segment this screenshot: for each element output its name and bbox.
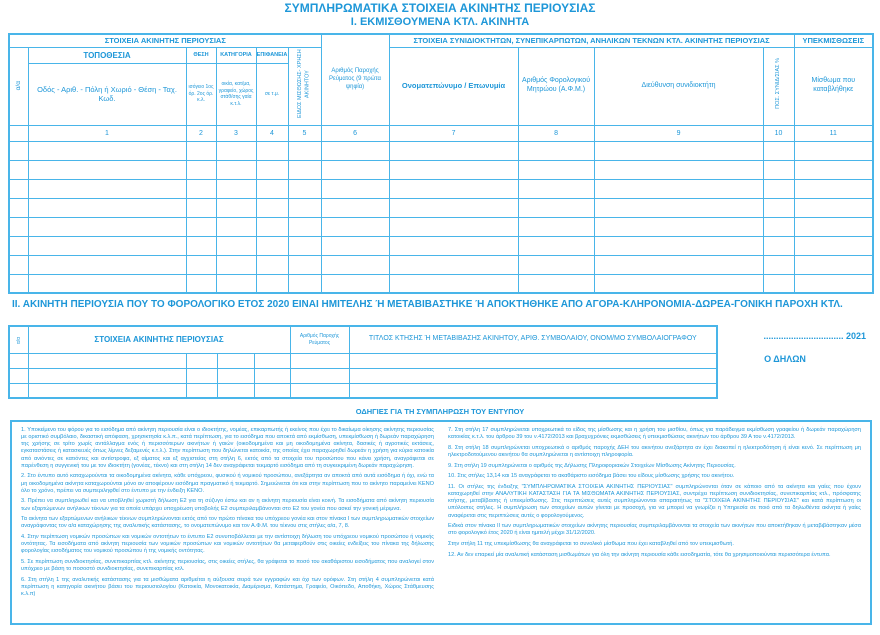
location-sub: Οδός - Αριθ. - Πόλη ή Χωριό - Θέση - Ταχ. Κωδ.: [28, 63, 186, 125]
empty-cell[interactable]: [389, 179, 518, 198]
empty-cell[interactable]: [594, 255, 763, 274]
table-row: [9, 368, 717, 383]
power-number-label: Αριθμός Παροχής Ρεύματος (9 πρώτα ψηφία): [329, 68, 381, 90]
aa-label: α/α: [15, 80, 23, 90]
empty-cell[interactable]: [288, 141, 321, 160]
empty-cell[interactable]: [256, 160, 288, 179]
col-surface: ΕΠΙΦΑΝΕΙΑ: [256, 47, 288, 63]
empty-cell[interactable]: [186, 274, 216, 293]
instruction-paragraph: 5. Σε περίπτωση συνιδιοκτησίας, συνεπικαρπίας κτλ. ακίνητης περιουσίας, στις οικείες στήλες, θα γράφεται το ποσό του ακαθάριστου εισοδήματος που αναλογεί στον υπόχρεο με βάση το ποσοστό συνιδιοκτησίας, συνεπικαρπίας κτλ.: [21, 559, 434, 573]
empty-cell[interactable]: [186, 255, 216, 274]
empty-cell[interactable]: [28, 141, 186, 160]
instruction-paragraph: 10. Στις στήλες 13,14 και 15 αναγράφεται το ακαθάριστο εισόδημα βάσει του είδους μίσθωσης χρήσης του ακινήτου.: [448, 473, 735, 480]
empty-cell[interactable]: [217, 383, 254, 398]
empty-cell[interactable]: [256, 198, 288, 217]
number-cell: 10: [763, 125, 794, 141]
empty-cell[interactable]: [217, 368, 254, 383]
number-cell: 1: [28, 125, 186, 141]
col2-power: Αριθμός Παροχής Ρεύματος: [290, 326, 349, 353]
instruction-paragraph: 12. Αν δεν επαρκεί μία αναλυτική κατάσταση μισθωμάτων για όλη την ακίνητη περιουσία κάθε εισοδηματία, τότε θα χρησιμοποιούνται περισσότερα έντυπα.: [448, 551, 831, 558]
empty-cell[interactable]: [28, 179, 186, 198]
empty-cell[interactable]: [9, 368, 28, 383]
instructions-box: [10, 420, 872, 625]
table-row: [9, 198, 873, 217]
number-cell: 4: [256, 125, 288, 141]
table-row: [9, 353, 717, 368]
empty-cell[interactable]: [216, 141, 256, 160]
empty-cell[interactable]: [794, 198, 873, 217]
table-row: [9, 141, 873, 160]
empty-cell[interactable]: [389, 198, 518, 217]
empty-cell[interactable]: [9, 255, 28, 274]
empty-cell[interactable]: [389, 160, 518, 179]
empty-cell[interactable]: [288, 236, 321, 255]
surface-sub: σε τ.μ.: [256, 63, 288, 125]
section2-header-row: [9, 326, 717, 353]
page-title: ΣΥΜΠΛΗΡΩΜΑΤΙΚΑ ΣΤΟΙΧΕΙΑ ΑΚΙΝΗΤΗΣ ΠΕΡΙΟΥΣΙΑΣ: [284, 1, 596, 15]
empty-cell[interactable]: [186, 236, 216, 255]
empty-cell[interactable]: [216, 236, 256, 255]
group-property-details: ΣΤΟΙΧΕΙΑ ΑΚΙΝΗΤΗΣ ΠΕΡΙΟΥΣΙΑΣ: [9, 34, 321, 47]
empty-cell[interactable]: [594, 236, 763, 255]
empty-cell[interactable]: [389, 236, 518, 255]
instruction-paragraph: 9. Στη στήλη 19 συμπληρώνεται ο αριθμός της Δήλωσης Πληροφοριακών Στοιχείων Μίσθωσης Ακίνητης Περιουσίας.: [448, 462, 736, 469]
column-numbers-row: [9, 125, 873, 141]
empty-cell[interactable]: [518, 274, 594, 293]
empty-cell[interactable]: [186, 160, 216, 179]
empty-cell[interactable]: [290, 353, 349, 368]
empty-cell[interactable]: [216, 198, 256, 217]
empty-cell[interactable]: [186, 141, 216, 160]
empty-cell[interactable]: [763, 179, 794, 198]
empty-cell[interactable]: [28, 236, 186, 255]
empty-cell[interactable]: [256, 274, 288, 293]
number-cell: 9: [594, 125, 763, 141]
empty-cell[interactable]: [216, 160, 256, 179]
col-name: Ονοματεπώνυμο / Επωνυμία: [389, 47, 518, 125]
number-cell: 8: [518, 125, 594, 141]
table-row: [9, 236, 873, 255]
empty-cell[interactable]: [763, 141, 794, 160]
empty-cell[interactable]: [9, 179, 28, 198]
empty-cell[interactable]: [518, 141, 594, 160]
table-row: [9, 160, 873, 179]
empty-cell[interactable]: [349, 383, 717, 398]
number-cell: 11: [794, 125, 873, 141]
empty-cell[interactable]: [321, 179, 389, 198]
instruction-paragraph: 2. Στο έντυπο αυτό καταχωρούνται τα οικοδομημένα ακίνητα, κάθε υπόχρεου, φυσικού ή νομικού προσώπου, ανεξάρτητα αν αποκτά από αυτά εισόδημα ή όχι, ενώ τα μη οικοδομημένα ακίνητα καταχωρούνται μόνο αν αποφέρουν εισόδημα πραγματικό ή τεκμαρτό. Σημειώνεται ότι και στην περίπτωση που το ακίνητο παραμείνει ΚΕΝΟ όλο το χρόνο, πρέπει να συμπεριληφθεί στο έντυπο με την ένδειξη ΚΕΝΟ.: [21, 473, 434, 494]
empty-cell[interactable]: [9, 141, 28, 160]
instructions-title: ΟΔΗΓΙΕΣ ΓΙΑ ΤΗ ΣΥΜΠΛΗΡΩΣΗ ΤΟΥ ΕΝΤΥΠΟΥ: [355, 407, 525, 416]
empty-cell[interactable]: [256, 255, 288, 274]
empty-cell[interactable]: [389, 141, 518, 160]
empty-cell[interactable]: [518, 255, 594, 274]
table-row: [9, 274, 873, 293]
empty-cell[interactable]: [321, 141, 389, 160]
empty-cell[interactable]: [254, 353, 290, 368]
lease-type-label: ΕΙΔΟΣ ΜΙΣΘΩΣΗΣ- ΧΡΗΣΗ ΑΚΙΝΗΤΟΥ: [296, 49, 311, 118]
col-lease-type: [288, 47, 321, 125]
empty-cell[interactable]: [794, 255, 873, 274]
empty-cell[interactable]: [321, 198, 389, 217]
empty-cell[interactable]: [256, 179, 288, 198]
empty-cell[interactable]: [763, 255, 794, 274]
empty-cell[interactable]: [28, 274, 186, 293]
instruction-paragraph: 11. Οι στήλες της ένδειξης "ΣΥΜΠΛΗΡΩΜΑΤΙΚΑ ΣΤΟΙΧΕΙΑ ΑΚΙΝΗΤΗΣ ΠΕΡΙΟΥΣΙΑΣ" συμπληρώνονται όταν σε κάποιο από τα ακίνητα και γαίες που έχουν καταχωρηθεί στην ΑΝΑΛΥΤΙΚΗ ΚΑΤΑΣΤΑΣΗ ΓΙΑ ΤΑ ΜΙΣΘΩΜΑΤΑ ΑΚΙΝΗΤΗΣ ΠΕΡΙΟΥΣΙΑΣ, συντρέχει περίπτωση συνιδιοκτησίας, συνεπικαρπίας κτλ., πρόσφατης κτήσης, μεταβίβασης ή υπεκμίσθωσης. Στις περιπτώσεις αυτές συμπληρώνονται απαραιτήτως τα "ΣΤΟΙΧΕΙΑ ΑΚΙΝΗΤΗΣ ΠΕΡΙΟΥΣΙΑΣ" και κατά περίπτωση οι υπόλοιπες στήλες. Η συμπλήρωση των στοιχείων αυτών γίνεται με προσοχή, για να μπορεί να γνωρίζει η Υπηρεσία σε ποιό από τα δηλωθέντα ακίνητα ή γαίες αναφέρεται στις περιπτώσεις αυτές ο φορολογούμενος.: [448, 483, 861, 519]
empty-cell[interactable]: [794, 141, 873, 160]
instructions-left-column: [21, 427, 434, 618]
date-line[interactable]: ................................ 2021: [763, 331, 866, 341]
empty-cell[interactable]: [28, 198, 186, 217]
empty-cell[interactable]: [349, 353, 717, 368]
empty-cell[interactable]: [518, 160, 594, 179]
empty-cell[interactable]: [594, 274, 763, 293]
empty-cell[interactable]: [28, 217, 186, 236]
empty-cell[interactable]: [763, 160, 794, 179]
empty-cell[interactable]: [290, 383, 349, 398]
empty-cell[interactable]: [186, 383, 217, 398]
empty-cell[interactable]: [186, 353, 217, 368]
empty-cell[interactable]: [321, 217, 389, 236]
empty-cell[interactable]: [518, 236, 594, 255]
empty-cell[interactable]: [321, 160, 389, 179]
instruction-paragraph: 3. Πρέπει να συμπληρωθεί και να υποβληθεί χωριστή δήλωση Ε2 για τη σύζυγο έστω και αν η ακίνητη περιουσία είναι κοινή. Τα εισοδήματα από ακίνητη περιουσία των εξαρτώμενων ανήλικων τέκνων για τα οποία υπάρχει υποχρέωση υποβολής Ε2 συμπεριλαμβάνονται στο Ε2 του γονέα που ασκεί την γονική μέριμνα.: [21, 498, 434, 512]
table-row: [9, 217, 873, 236]
empty-cell[interactable]: [518, 198, 594, 217]
empty-cell[interactable]: [9, 217, 28, 236]
empty-cell[interactable]: [389, 274, 518, 293]
empty-cell[interactable]: [288, 198, 321, 217]
col2-aa: [9, 326, 28, 353]
empty-cell[interactable]: [288, 255, 321, 274]
col-location: ΤΟΠΟΘΕΣΙΑ: [28, 47, 186, 63]
empty-cell[interactable]: [256, 141, 288, 160]
empty-cell[interactable]: [186, 368, 217, 383]
col-rent-paid: Μίσθωμα που καταβλήθηκε: [794, 47, 873, 125]
number-cell: 2: [186, 125, 216, 141]
empty-cell[interactable]: [518, 217, 594, 236]
col-percent: [763, 47, 794, 125]
col-position: ΘΕΣΗ: [186, 47, 216, 63]
group-subleases: ΥΠΕΚΜΙΣΘΩΣΕΙΣ: [794, 34, 873, 47]
empty-cell[interactable]: [217, 353, 254, 368]
col-address: Διεύθυνση συνιδιοκτήτη: [594, 47, 763, 125]
empty-cell[interactable]: [9, 274, 28, 293]
empty-cell[interactable]: [794, 236, 873, 255]
empty-cell[interactable]: [389, 217, 518, 236]
empty-cell[interactable]: [216, 255, 256, 274]
empty-cell[interactable]: [9, 383, 28, 398]
empty-cell[interactable]: [288, 160, 321, 179]
empty-cell[interactable]: [763, 274, 794, 293]
empty-cell[interactable]: [321, 236, 389, 255]
empty-cell[interactable]: [288, 179, 321, 198]
instruction-paragraph: Ειδικά στον πίνακα ΙΙ των συμπληρωματικών στοιχείων ακίνητης περιουσίας συμπεριλαμβάνονται τα στοιχεία των ακινήτων που αποκτήθηκαν ή μεταβιβάστηκαν μέσα στο φορολογικό έτος 2020 ή είναι ημιτελή μέχρι 31/12/2020.: [448, 523, 861, 537]
empty-cell[interactable]: [794, 160, 873, 179]
group-header-row: [9, 34, 873, 47]
table-row: [9, 179, 873, 198]
empty-cell[interactable]: [794, 274, 873, 293]
empty-cell[interactable]: [321, 255, 389, 274]
empty-cell[interactable]: [28, 353, 186, 368]
empty-cell[interactable]: [389, 255, 518, 274]
empty-cell[interactable]: [594, 141, 763, 160]
transferred-properties-table: [8, 325, 718, 399]
instructions-right-column: [448, 427, 861, 618]
col2-title-deed: ΤΙΤΛΟΣ ΚΤΗΣΗΣ Ή ΜΕΤΑΒΙΒΑΣΗΣ ΑΚΙΝΗΤΟΥ, ΑΡΙΘ. ΣΥΜΒΟΛΑΙΟΥ, ΟΝΟΜ/ΜΟ ΣΥΜΒΟΛΑΙΟΓΡΑΦΟΥ: [349, 326, 717, 353]
instruction-paragraph: 8. Στη στήλη 18 συμπληρώνεται υποχρεωτικά ο αριθμός παροχής ΔΕΗ του ακινήτου ανεξάρτητα αν έχει διακοπεί η ηλεκτροδότηση ή είναι κενό. Σε περίπτωση μη ηλεκτροδοτούμενου ακινήτου θα συμπληρώνεται η αντίστοιχη πληροφορία.: [448, 444, 861, 458]
declarant-label: Ο ΔΗΛΩΝ: [764, 353, 806, 364]
empty-cell[interactable]: [216, 217, 256, 236]
empty-cell[interactable]: [216, 179, 256, 198]
empty-cell[interactable]: [349, 368, 717, 383]
empty-cell[interactable]: [254, 383, 290, 398]
empty-cell[interactable]: [254, 368, 290, 383]
empty-cell[interactable]: [256, 236, 288, 255]
col-aa: [9, 47, 28, 125]
section2-title: ΙΙ. ΑΚΙΝΗΤΗ ΠΕΡΙΟΥΣΙΑ ΠΟΥ ΤΟ ΦΟΡΟΛΟΓΙΚΟ ΕΤΟΣ 2020 ΕΙΝΑΙ ΗΜΙΤΕΛΗΣ Ή ΜΕΤΑΒΙΒΑΣΤΗΚΕ Ή ΑΠΟΚΤΗΘΗΚΕ ΑΠΟ ΑΓΟΡΑ-ΚΛΗΡΟΝΟΜΙΑ-ΔΩΡΕΑ-ΓΟΝΙΚΗ ΠΑΡΟΧΗ ΚΤΛ.: [12, 299, 843, 310]
leased-properties-table: [8, 33, 874, 294]
empty-cell[interactable]: [290, 368, 349, 383]
empty-cell[interactable]: [9, 236, 28, 255]
instruction-paragraph: 4. Στην περίπτωση νομικών προσώπων και νομικών οντοτήτων το έντυπο Ε2 συνυποβάλλεται με την αντίστοιχη δήλωση του υπόχρεου νομικού προσώπου ή νομικής οντότητας. Τα εισοδήματα από ακίνητη περιουσία των νομικών προσώπων και νομικών οντοτήτων θα μεταφερθούν στις οικείες ενδείξεις του πίνακα της δήλωσης φορολογίας εισοδήματος του νομικού προσώπου ή της νομικής οντότητας.: [21, 534, 434, 555]
empty-cell[interactable]: [28, 255, 186, 274]
instruction-paragraph: 6. Στη στήλη 1 της αναλυτικής κατάστασης για τα μισθώματα αριθμείται η αύξουσα σειρά των εγγραφών και όχι των ορόφων. Στη στήλη 4 συμπληρώνεται κατά περίπτωση η κατηγορία ακινήτου βάσει του περιουσιολογίου (Κατοικία, Μονοκατοικία, Διαμέρισμα, Κατάστημα, Γραφείο, Οικόπεδο, Αποθήκη, Χώρος Στάθμευσης κ.λ.π): [21, 576, 434, 598]
empty-cell[interactable]: [321, 274, 389, 293]
col2-property: ΣΤΟΙΧΕΙΑ ΑΚΙΝΗΤΗΣ ΠΕΡΙΟΥΣΙΑΣ: [28, 326, 290, 353]
empty-cell[interactable]: [594, 160, 763, 179]
empty-cell[interactable]: [256, 217, 288, 236]
empty-cell[interactable]: [28, 160, 186, 179]
instruction-paragraph: Τα ακίνητα των εξαρτώμενων ανήλικων τέκνων συμπληρώνονται εκτός από τον πρώτο πίνακα του υπόχρεου γονέα και στον πίνακα Ι των συμπληρωματικών στοιχείων αναγράφοντας τον α/α καταχώρησης της αναλυτικής κατάστασης, το ονοματεπώνυμο και τον Α.Φ.Μ. του τέκνου στις στήλες α/α, 7, 8.: [21, 516, 434, 530]
number-cell: 7: [389, 125, 518, 141]
empty-cell[interactable]: [9, 353, 28, 368]
empty-cell[interactable]: [288, 274, 321, 293]
empty-cell[interactable]: [794, 179, 873, 198]
number-cell: 3: [216, 125, 256, 141]
empty-cell[interactable]: [763, 217, 794, 236]
empty-cell[interactable]: [9, 198, 28, 217]
col-category: ΚΑΤΗΓΟΡΙΑ: [216, 47, 256, 63]
empty-cell[interactable]: [28, 368, 186, 383]
empty-cell[interactable]: [186, 198, 216, 217]
aa-label: α/α: [15, 336, 22, 344]
position-sub: ισόγειο 1ος όρ. 2ος όρ. κ.λ.: [186, 63, 216, 125]
instruction-paragraph: 7. Στη στήλη 17 συμπληρώνεται υποχρεωτικά το είδος της μίσθωσης και η χρήση του μισθίου, όπως για παράδειγμα εκμίσθωση γραφείου ή δωρεάν παραχώρηση κατοικίας κ.τ.λ. του άρθρου 39 του ν.4172/2013 και βραχυχρόνιες εκμισθώσεις ή υπεκμισθώσεις ακινήτων του άρθρου 39 Α του ν.4172/2013.: [448, 427, 861, 441]
number-cell: 5: [288, 125, 321, 141]
empty-cell[interactable]: [794, 217, 873, 236]
table-row: [9, 383, 717, 398]
group-coowners: ΣΤΟΙΧΕΙΑ ΣΥΝΙΔΙΟΚΤΗΤΩΝ, ΣΥΝΕΠΙΚΑΡΠΩΤΩΝ, ΑΝΗΛΙΚΩΝ ΤΕΚΝΩΝ ΚΤΛ. ΑΚΙΝΗΤΗΣ ΠΕΡΙΟΥΣΙΑΣ: [389, 34, 794, 47]
empty-cell[interactable]: [594, 198, 763, 217]
column-label-row: [9, 47, 873, 63]
instruction-paragraph: Στην στήλη 11 της υπεκμίσθωσης θα αναγράφεται το συνολικό μίσθωμα που έχει καταβληθεί από τον υπεκμισθωτή.: [448, 541, 734, 548]
signature-block: [700, 331, 870, 365]
empty-cell[interactable]: [594, 217, 763, 236]
empty-cell[interactable]: [186, 217, 216, 236]
empty-cell[interactable]: [763, 236, 794, 255]
category-sub: οικία, κατ/μα, γραφείο, χώρος στάθ/σης γαία κ.τ.λ.: [216, 63, 256, 125]
empty-cell[interactable]: [28, 383, 186, 398]
empty-cell[interactable]: [216, 274, 256, 293]
table-row: [9, 255, 873, 274]
empty-cell[interactable]: [518, 179, 594, 198]
instruction-paragraph: 1. Υποκείμενο του φόρου για το εισόδημα από ακίνητη περιουσία είναι ο ιδιοκτήτης, νομέας, επικαρπωτής ή εκείνος που έχει το δικαίωμα οίκησης ακίνητης περιουσίας με οριστικό συμβόλαιο, δικαστική απόφαση, χρησικτησία κ.λ.π., κατά περίπτωση, για το εισόδημα που αποκτά από εκμίσθωση, υπεκμίσθωση ή δωρεάν παραχώρηση της χρήσης σε τρίτο χωρίς αντάλλαγμα ενός ή περισσότερων ακινήτων ή γαιών (οικοδομημένα και μη οικοδομημένα ακίνητα, δασικές ή αγροτικές εκτάσεις, εγκαταστάσεις ή κατασκευές όπως λίμνες δεξαμενές κ.τ.λ.). Στην περίπτωση που δηλώνεται κατοικία, της οποίας έχει παραχωρηθεί δωρεάν η χρήση για κύρια κατοικία από ανιόντες σε κατιόντες και αντίστροφα, εξ αίματος και εξ αγχιστείας στη στήλη 6, εκτός από τα στοιχεία του προσώπου που κάνει χρήση, αναγράφεται σε παρένθεση η συγγενική του με τον ιδιοκτήτη (γονέας, τέκνο) και στη στήλη 14 δεν αναγράφεται τεκμαρτό εισόδημα από τη συγκεκριμένη δωρεάν παραχώρηση.: [21, 427, 434, 469]
number-cell: 6: [321, 125, 389, 141]
percent-label: ΠΟΣ. ΣΥΝΙΔ/ΣΙΑΣ %: [774, 58, 781, 109]
empty-cell[interactable]: [763, 198, 794, 217]
empty-cell[interactable]: [594, 179, 763, 198]
form-header: [0, 2, 880, 28]
empty-cell[interactable]: [288, 217, 321, 236]
page-subtitle: Ι. ΕΚΜΙΣΘΟΥΜΕΝΑ ΚΤΛ. ΑΚΙΝΗΤΑ: [350, 15, 530, 28]
number-cell-empty: [9, 125, 28, 141]
empty-cell[interactable]: [9, 160, 28, 179]
empty-cell[interactable]: [186, 179, 216, 198]
col-power-number: [321, 34, 389, 125]
col-afm: Αριθμός Φορολογικού Μητρώου (Α.Φ.Μ.): [518, 47, 594, 125]
